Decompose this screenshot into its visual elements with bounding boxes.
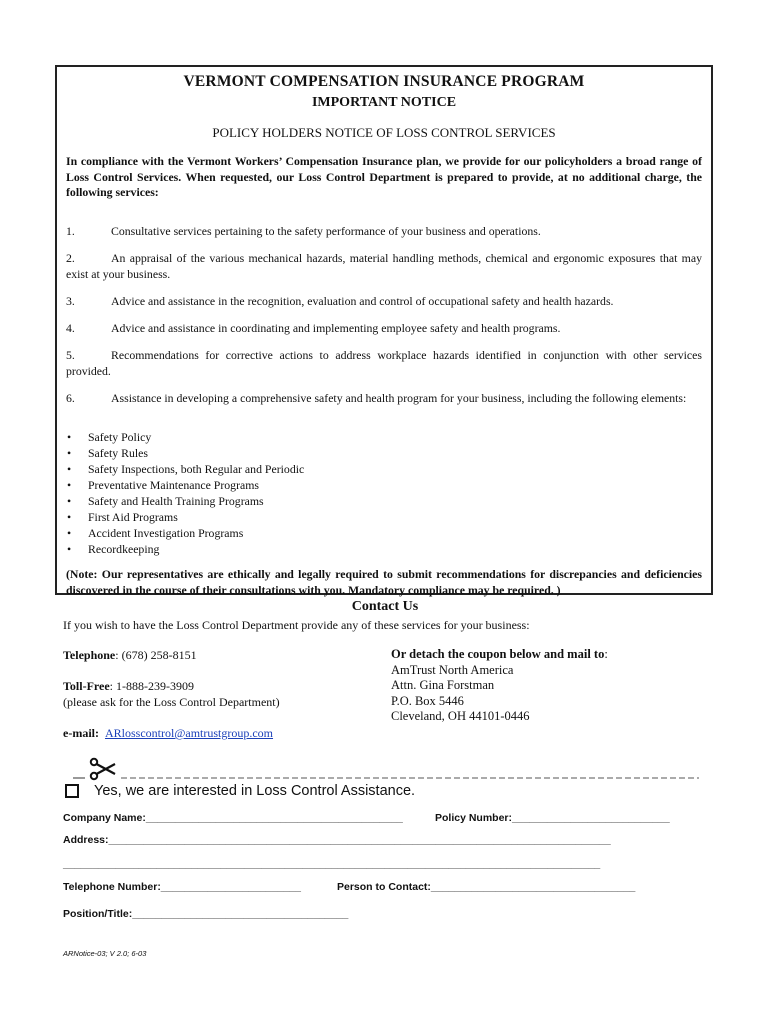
list-item: • Preventative Maintenance Programs [66, 477, 304, 493]
scissors-icon [91, 759, 115, 779]
person-to-contact-field[interactable]: Person to Contact:___________________________________ [337, 881, 636, 893]
tollfree-row [63, 678, 363, 694]
mail-heading-colon: : [604, 647, 608, 661]
program-elements-list [66, 429, 304, 557]
service-item-1 [66, 224, 702, 240]
tollfree-note: (please ask for the Loss Control Department) [63, 695, 280, 709]
telephone-row [63, 647, 363, 663]
address-field-line2[interactable]: ____________________________________________________________________________________________ [63, 858, 601, 870]
item-text: An appraisal of the various mechanical hazards, material handling methods, chemical and ergonomic exposures that may exist at your business. [66, 251, 702, 281]
contact-title: Contact Us [351, 599, 419, 614]
interest-checkbox-row[interactable] [63, 783, 415, 799]
item-text: Assistance in developing a comprehensive safety and health program for your business, including the following elements: [111, 391, 687, 405]
list-item: • Accident Investigation Programs [66, 525, 304, 541]
item-text: Advice and assistance in the recognition, evaluation and control of occupational safety and health hazards. [111, 294, 614, 308]
important-notice-title: IMPORTANT NOTICE [311, 95, 457, 110]
item-number: 6. [66, 391, 75, 405]
tollfree-value: : 1-888-239-3909 [109, 679, 194, 693]
notice-box [55, 65, 713, 595]
item-number: 3. [66, 294, 75, 308]
mail-address-section [391, 647, 711, 725]
address-line: Attn. Gina Forstman [391, 678, 495, 692]
item-text: Recommendations for corrective actions to address workplace hazards identified in conjunction with other services provided. [66, 348, 702, 378]
interest-checkbox-label: Yes, we are interested in Loss Control Assistance. [94, 783, 416, 799]
contact-intro: If you wish to have the Loss Control Department provide any of these services for your business: [63, 618, 530, 632]
mail-heading [391, 647, 711, 663]
telephone-label: Telephone [63, 648, 116, 662]
email-link[interactable]: ARlosscontrol@amtrustgroup.com [104, 726, 274, 740]
address-line: AmTrust North America [391, 662, 514, 677]
item-number: 5. [66, 348, 75, 362]
telephone-value: : (678) 258-8151 [115, 648, 197, 662]
service-item-3 [66, 294, 702, 310]
company-name-field[interactable]: Company Name:____________________________________________ [63, 812, 403, 824]
interest-checkbox[interactable] [65, 784, 79, 798]
list-item: • Recordkeeping [66, 541, 304, 557]
item-text: Consultative services pertaining to the safety performance of your business and operations. [111, 224, 541, 238]
intro-paragraph: In compliance with the Vermont Workers’ Compensation Insurance plan, we provide for our policyholders a broad range of Loss Control Services. When requested, our Loss Control Department is prepared to provide, at no additional charge, the following services: [66, 154, 702, 199]
tollfree-label: Toll-Free [63, 679, 110, 693]
form-version-footer: ARNotice-03; V 2.0; 6-03 [63, 949, 147, 958]
list-item: • Safety Policy [66, 429, 304, 445]
item-text: Advice and assistance in coordinating and implementing employee safety and health programs. [111, 321, 561, 335]
item-number: 4. [66, 321, 75, 335]
address-line: P.O. Box 5446 [391, 693, 464, 708]
service-item-6 [66, 391, 702, 407]
note-paragraph: (Note: Our representatives are ethically and legally required to submit recommendations for discrepancies and deficiencies discovered in the course of their consultations with you. Mandatory compliance may be required. ) [66, 567, 702, 597]
telephone-number-field[interactable]: Telephone Number:________________________ [63, 881, 301, 893]
address-field[interactable]: Address:______________________________________________________________________________________ [63, 834, 611, 846]
contact-phone-section [63, 647, 363, 741]
mail-heading-text: Or detach the coupon below and mail to [391, 647, 605, 661]
service-item-2 [66, 251, 702, 282]
item-number: 1. [66, 224, 75, 238]
list-item: • Safety and Health Training Programs [66, 493, 304, 509]
list-item: • Safety Rules [66, 445, 304, 461]
policy-number-field[interactable]: Policy Number:___________________________ [435, 812, 670, 824]
position-title-field[interactable]: Position/Title:_____________________________________ [63, 908, 349, 920]
program-title: VERMONT COMPENSATION INSURANCE PROGRAM [183, 73, 585, 90]
list-item: • Safety Inspections, both Regular and Periodic [66, 461, 304, 477]
address-line: Cleveland, OH 44101-0446 [391, 709, 530, 723]
service-item-5 [66, 348, 702, 379]
notice-subtitle: POLICY HOLDERS NOTICE OF LOSS CONTROL SERVICES [212, 125, 556, 140]
item-number: 2. [66, 251, 75, 265]
service-item-4 [66, 321, 702, 337]
email-label: e-mail: [63, 726, 99, 740]
list-item: • First Aid Programs [66, 509, 304, 525]
email-row [63, 725, 363, 741]
